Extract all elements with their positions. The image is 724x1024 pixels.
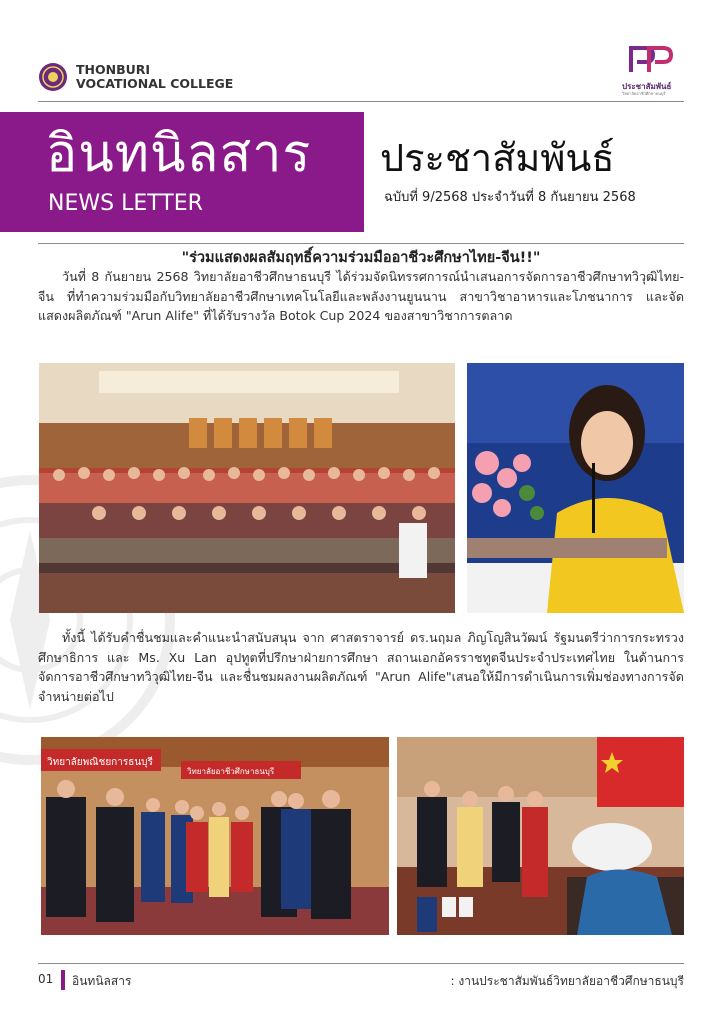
- college-logo-icon: [38, 62, 68, 92]
- headline-divider: [38, 243, 684, 244]
- pr-logo-text: ประชาสัมพันธ์: [622, 82, 672, 91]
- section-heading: ประชาสัมพันธ์: [380, 136, 615, 180]
- page-number: 01: [38, 972, 54, 986]
- photo-speaker-podium: [467, 363, 684, 613]
- footer-title: อินทนิลสาร: [72, 974, 132, 988]
- photo-product-booth: [397, 737, 684, 935]
- article-paragraph-2: ทั้งนี้ ได้รับคำชื่นชมและคำแนะนำสนับสนุน จาก ศาสตราจารย์ ดร.นฤมล ภิญโญสินวัฒน์ รัฐมนตรีว่าการกระทรวงศึกษาธิการ และ Ms. Xu Lan อุปทูตที่ปรึกษาฝ่ายการศึกษา สถานเอกอัครราชทูตจีนประจำประเทศไทย ในด้านการจัดการอาชีวศึกษาทวิวุฒิไทย-จีน และชื่นชมผลงานผลิตภัณฑ์ "Arun Alife"เสนอให้มีการดำเนินการเพิ่มช่องทางการจัดจำหน่ายต่อไป: [38, 630, 684, 704]
- issue-info: ฉบับที่ 9/2568 ประจำวันที่ 8 กันยายน 2568: [384, 190, 636, 205]
- article-paragraph-1: วันที่ 8 กันยายน 2568 วิทยาลัยอาชีวศึกษาธนบุรี ได้ร่วมจัดนิทรรศการณ์นำเสนอการจัดการอาชีวศึกษาทวิวุฒิไทย-จีน ที่ทำความร่วมมือกับวิทยาลัยอาชีวศึกษาเทคโนโลยีและพลังงานยูนนาน สาขาวิชาอาหารและโภชนาการ และจัดแสดงผลิตภัณฑ์ "Arun Alife" ที่ได้รับรางวัล Botok Cup 2024 ของสาขาวิชาการตลาด: [38, 269, 684, 323]
- footer-accent-bar: [61, 970, 65, 990]
- college-name: [76, 63, 233, 91]
- pr-logo-subtext: วิทยาลัยอาชีวศึกษาธนบุรี: [622, 91, 666, 96]
- newsletter-title: อินทนิลสาร: [46, 124, 312, 184]
- top-divider: [38, 101, 684, 102]
- footer-credit: : งานประชาสัมพันธ์วิทยาลัยอาชีวศึกษาธนบุรี: [450, 974, 684, 988]
- footer-divider: [38, 963, 684, 964]
- photo-group-exhibition: [39, 363, 455, 613]
- newsletter-subtitle: NEWS LETTER: [48, 191, 203, 216]
- college-name-line2: VOCATIONAL COLLEGE: [76, 76, 234, 91]
- booth-sign-1: วิทยาลัยพณิชยการธนบุรี: [47, 757, 153, 768]
- booth-sign-2: วิทยาลัยอาชีวศึกษาธนบุรี: [187, 767, 275, 776]
- photo-officials-booth: [41, 737, 389, 935]
- pr-logo-icon: [627, 44, 675, 74]
- article-headline: "ร่วมแสดงผลสัมฤทธิ์ความร่วมมืออาชีวะศึกษาไทย-จีน!!": [181, 250, 541, 266]
- college-name-line1: THONBURI: [76, 62, 151, 77]
